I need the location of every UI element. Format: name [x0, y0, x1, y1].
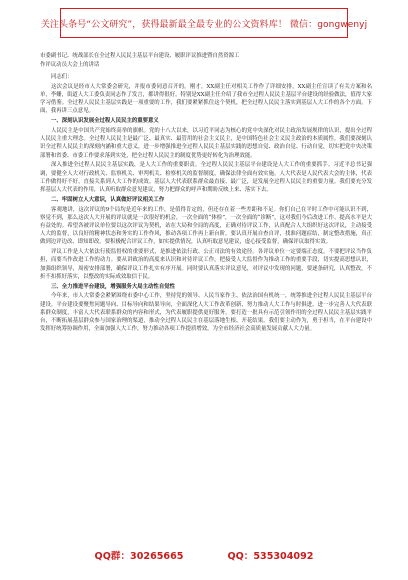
- qq-number-text: QQ：535304092: [227, 551, 314, 562]
- body-paragraph: 评议工作是人大依法行使监督权的重要形式，是推进依法行政、公正司法的有效途径。各评议单位一定要端正态度，不要把评议当作负担，而要当作改进工作的动力。要从讲政治的高度来认识和对待评议工作，把接受人大监督作为推动工作的重要手段，切实提高思想认识，加强组织领导，周密安排部署，确保评议工作扎实有序开展。同时要认真落实评议意见，对评议中发现的问题，要逐条研究，认真整改，不折不扣抓好落实，以整改的实际成效取信于民。: [40, 249, 372, 280]
- paragraph-list: [40, 83, 372, 334]
- body-paragraph: 客观地讲，这次评议的9个局均是近年来的工作，是值得肯定的，但还存在着一些差距和不足。你们自己在平时工作中可能认识不到，察觉不到，那么这次人大开展的评议就是一次很好的机会，一次全面的“体检”，一次全面的“诊断”，这对我们今后改进工作、提高水平是大有益处的。希望各被评议单位要以这次评议为契机，站在大局和全局的高度，正确对待评议工作，认真配合人大组织好这次评议，主动接受人大的监督，以良好的精神状态和务实的工作作风，推动各项工作再上新台阶。要认真开展自查自评，找准问题症结，制定整改措施，真正做到边评边改、即知即改。要积极配合评议工作，如实提供情况，认真听取意见建议，虚心接受监督，确保评议取得实效。: [40, 206, 372, 246]
- body-paragraph: 这次会议是经市人大常委会研究，并报市委同意召开的。刚才，XX副主任对相关工作作了详细安排，XX副主任宣读了有关方案和名单，李姗，街道人大工委负责同志作了发言，都讲得很好。特别是XX副主任介绍了我市全过程人民民主基层平台建设的经验做法，值得大家学习借鉴。全过程人民民主基层实践是一项重要的工作，我们要紧紧抓住这个契机，把全过程人民民主落实到基层人大工作的各个方面。下面，我再讲三点意见。: [40, 83, 372, 115]
- footer-contacts: [0, 545, 408, 565]
- document-title: [40, 52, 372, 70]
- document-body: [40, 52, 372, 335]
- qq-group-text: QQ群：30265665: [94, 551, 184, 562]
- section-heading: 三、全力推进平台建设，增强服务大局主动性自觉性: [51, 283, 175, 290]
- title-line-2: 作评议动员大会上的讲话: [40, 62, 100, 68]
- section-heading: 二、牢固树立人大意识，认真做好评议相关工作: [51, 196, 165, 203]
- body-paragraph: 人民民主是中国共产党始终高举的旗帜。党的十八大以来，以习近平同志为核心的党中央深化对民主政治发展规律的认识，提出全过程人民民主重大理念。全过程人民民主是最广泛、最真实、最管用的社会主义民主，是中国特色社会主义民主政治的本质属性。我们要深刻认识全过程人民民主的深刻内涵和重大意义，进一步增强推进全过程人民民主基层实践的思想自觉、政治自觉、行动自觉，切实把党中央决策部署和省委、市委工作要求落到实处，把全过程人民民主的制度优势更好转化为治理效能。: [40, 128, 372, 159]
- banner-text: 关注头条号“公文研究”，获得最新最全最专业的公文资料库！ 微信：gongwenyj: [40, 19, 368, 30]
- title-line-1: 市委副书记、统战部长在全过程人民民主基层平台建设、履职评议推进暨自然资源工: [40, 53, 240, 59]
- body-paragraph: 深入推进全过程人民民主基层实践，是人大工作的重要职责。全过程人民民主基层平台建设是人大工作的重要抓手。习近平总书记强调，要健全人大对行政机关、监察机关、审判机关、检察机关的监督制度，确保法律全面有效实施。人大代表是人民代表大会的主体，代表工作做得好不好，直接关系到人大工作的成效。基层人大代表联系群众最直接、最广泛，是发展全过程人民民主的重要力量。我们要充分发挥基层人大代表的作用，认真听取群众意见建议，努力把群众的呼声和期盼反映上来、落实下去。: [40, 162, 372, 194]
- salutation: 同志们：: [51, 74, 73, 80]
- section-heading: 一、深刻认识发展全过程人民民主的重要意义: [51, 118, 159, 125]
- promo-banner: [40, 8, 368, 38]
- body-paragraph: 今年来，市人大常委会紧紧围绕市委中心工作，坚持党的领导、人民当家作主、依法治国有机统一，统筹推进全过程人民民主基层平台建设。平台建设要聚焦问题导向、目标导向和结果导向，全面深化人大工作改革创新，努力推动人大工作与时俱进，进一步完善人大代表联系群众制度，丰富人大代表联系群众的内容和形式，为代表履职提供更好服务。要打造一批具有示范引领作用的全过程人民民主基层实践平台，不断拓展基层群众参与国家治理的渠道，推动全过程人民民主在基层落地生根、开花结果。我们要主动作为，勇于担当，在平台建设中发挥好统筹协调作用，全面加强人大工作，努力推动各项工作提质增效，为全市经济社会高质量发展贡献人大力量。: [40, 293, 372, 333]
